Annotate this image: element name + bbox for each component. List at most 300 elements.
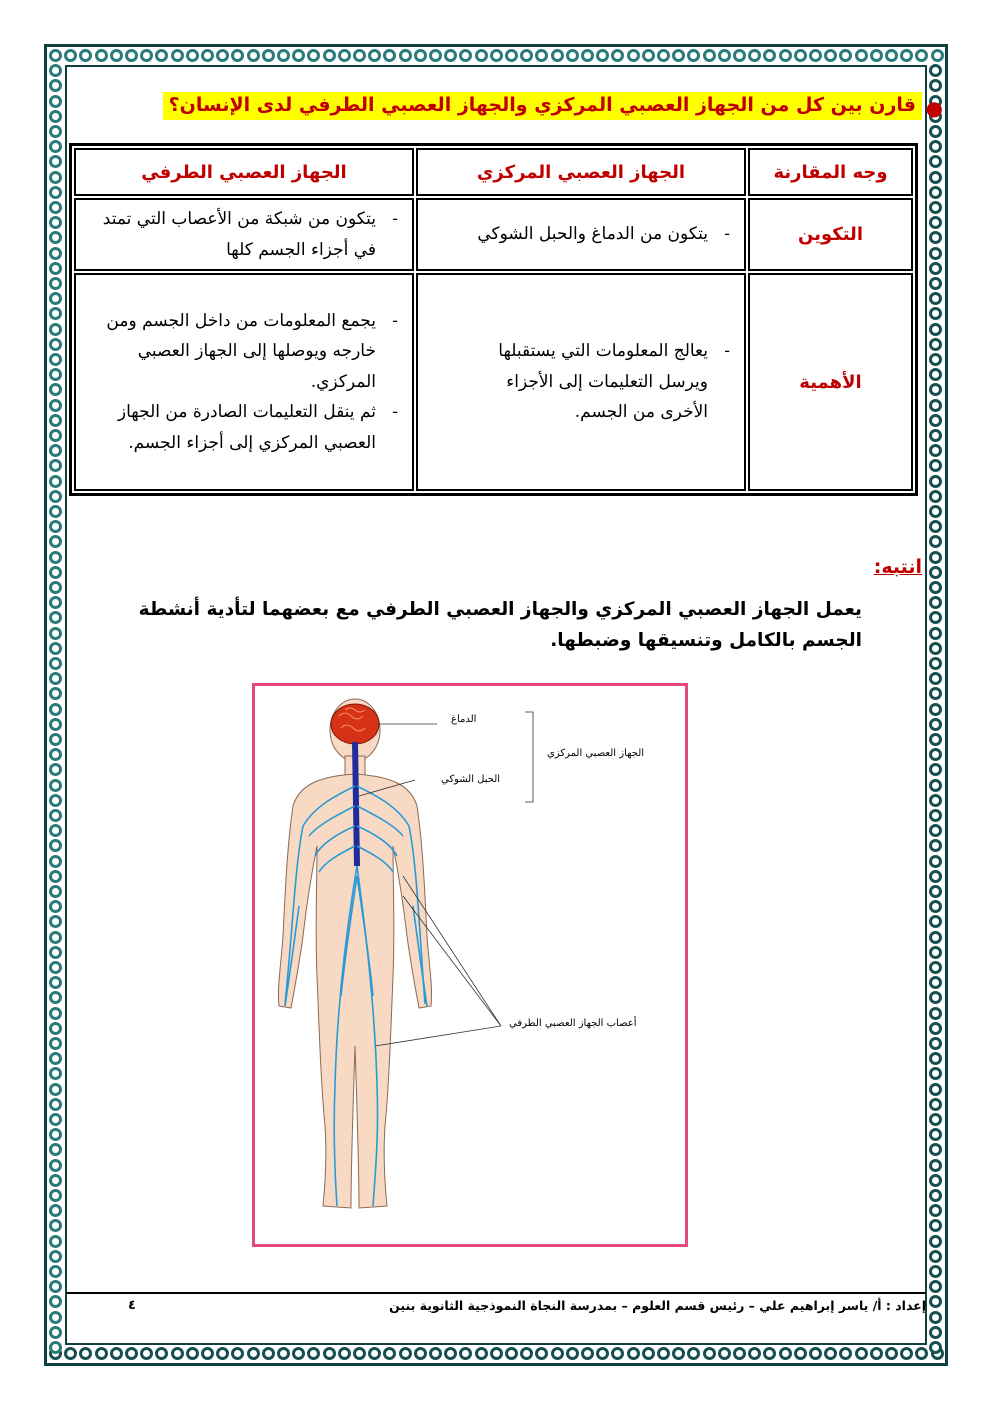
- border-ornament: [49, 824, 62, 837]
- border-ornament: [929, 1250, 942, 1263]
- border-ornament: [49, 353, 62, 366]
- border-ornament: [929, 1083, 942, 1096]
- border-ornament: [929, 1159, 942, 1172]
- border-ornament: [520, 49, 533, 62]
- border-ornament: [929, 672, 942, 685]
- border-ornament: [929, 718, 942, 731]
- border-ornament: [763, 49, 776, 62]
- row-aspect: التكوين: [748, 198, 913, 271]
- border-ornament: [353, 1347, 366, 1360]
- page-number: ٤: [128, 1298, 136, 1313]
- border-ornament: [929, 1189, 942, 1202]
- border-ornament: [49, 1265, 62, 1278]
- border-ornament: [763, 1347, 776, 1360]
- border-ornament: [929, 125, 942, 138]
- border-ornament: [900, 49, 913, 62]
- border-ornament: [929, 231, 942, 244]
- border-ornament: [171, 49, 184, 62]
- border-ornament: [49, 505, 62, 518]
- border-ornament: [49, 140, 62, 153]
- border-ornament: [931, 49, 944, 62]
- border-ornament: [929, 885, 942, 898]
- header-aspect: وجه المقارنة: [748, 148, 913, 196]
- border-ornament: [49, 976, 62, 989]
- border-ornament: [929, 733, 942, 746]
- cell-item: - يتكون من الدماغ والحبل الشوكي: [426, 219, 708, 250]
- border-ornament: [49, 171, 62, 184]
- border-ornament: [49, 566, 62, 579]
- border-ornament: [292, 1347, 305, 1360]
- border-ornament: [49, 338, 62, 351]
- label-cns: الجهاز العصبي المركزي: [547, 748, 645, 759]
- border-ornament: [171, 1347, 184, 1360]
- border-ornament: [703, 49, 716, 62]
- bullet-icon: ●: [925, 96, 943, 120]
- border-ornament: [794, 1347, 807, 1360]
- peripheral-cell: [74, 198, 414, 271]
- border-ornament: [475, 1347, 488, 1360]
- border-ornament: [929, 1007, 942, 1020]
- border-ornament: [929, 1341, 942, 1354]
- border-ornament: [231, 49, 244, 62]
- border-ornament: [49, 1007, 62, 1020]
- border-ornament: [929, 931, 942, 944]
- border-ornament: [353, 49, 366, 62]
- border-ornament: [900, 1347, 913, 1360]
- border-ornament: [49, 687, 62, 700]
- border-ornament: [64, 1347, 77, 1360]
- border-ornament: [49, 627, 62, 640]
- border-ornament: [262, 1347, 275, 1360]
- border-ornament: [929, 307, 942, 320]
- border-ornament: [929, 1219, 942, 1232]
- border-ornament: [687, 1347, 700, 1360]
- border-ornament: [490, 49, 503, 62]
- border-ornament: [110, 1347, 123, 1360]
- border-ornament: [490, 1347, 503, 1360]
- label-brain: الدماغ: [451, 714, 477, 725]
- border-ornament: [277, 49, 290, 62]
- border-ornament: [49, 49, 62, 62]
- border-ornament: [642, 49, 655, 62]
- border-ornament: [231, 1347, 244, 1360]
- border-ornament: [49, 1326, 62, 1339]
- border-ornament: [49, 535, 62, 548]
- border-ornament: [64, 49, 77, 62]
- border-ornament: [79, 49, 92, 62]
- table-row: [74, 273, 913, 491]
- border-ornament: [929, 1280, 942, 1293]
- border-ornament: [687, 49, 700, 62]
- border-ornament: [79, 1347, 92, 1360]
- note-text: يعمل الجهاز العصبي المركزي والجهاز العصبي الطرفي مع بعضهما لتأدية أنشطة الجسم بالكامل وتنسيقها وضبطها.: [138, 599, 862, 652]
- border-ornament: [262, 49, 275, 62]
- border-ornament: [49, 1022, 62, 1035]
- border-ornament: [581, 1347, 594, 1360]
- border-ornament: [566, 49, 579, 62]
- border-ornament: [929, 1204, 942, 1217]
- border-ornament: [49, 672, 62, 685]
- table-row: [74, 198, 913, 271]
- border-ornament: [125, 49, 138, 62]
- border-ornament: [444, 1347, 457, 1360]
- border-ornament: [929, 520, 942, 533]
- border-ornament: [929, 1143, 942, 1156]
- central-cell: [416, 273, 746, 491]
- border-ornament: [49, 809, 62, 822]
- border-ornament: [307, 1347, 320, 1360]
- border-ornament: [49, 520, 62, 533]
- border-ornament: [718, 49, 731, 62]
- border-ornament: [596, 49, 609, 62]
- border-ornament: [915, 49, 928, 62]
- border-ornament: [49, 201, 62, 214]
- border-ornament: [49, 247, 62, 260]
- border-ornament: [929, 779, 942, 792]
- border-ornament: [929, 596, 942, 609]
- border-ornament: [929, 353, 942, 366]
- border-ornament: [929, 535, 942, 548]
- border-ornament: [596, 1347, 609, 1360]
- header-central: الجهاز العصبي المركزي: [416, 148, 746, 196]
- central-cell: [416, 198, 746, 271]
- border-ornament: [49, 946, 62, 959]
- border-ornament: [49, 95, 62, 108]
- border-ornament: [49, 444, 62, 457]
- border-ornament: [49, 262, 62, 275]
- border-ornament: [870, 1347, 883, 1360]
- border-ornament: [672, 49, 685, 62]
- border-ornament: [929, 1052, 942, 1065]
- border-ornament: [49, 1128, 62, 1141]
- border-ornament: [49, 611, 62, 624]
- border-ornament: [733, 49, 746, 62]
- border-ornament: [125, 1347, 138, 1360]
- border-ornament: [49, 1037, 62, 1050]
- cell-item: - يتكون من شبكة من الأعصاب التي تمتد في أجزاء الجسم كلها: [84, 204, 376, 265]
- border-ornament: [929, 444, 942, 457]
- border-ornament: [929, 414, 942, 427]
- border-ornament: [929, 140, 942, 153]
- border-ornament: [809, 1347, 822, 1360]
- border-ornament: [929, 748, 942, 761]
- border-ornament: [323, 1347, 336, 1360]
- border-ornament: [49, 307, 62, 320]
- border-ornament: [929, 338, 942, 351]
- border-ornament: [929, 475, 942, 488]
- border-ornament: [49, 475, 62, 488]
- border-ornament: [95, 1347, 108, 1360]
- border-ornament: [49, 733, 62, 746]
- border-ornament: [929, 201, 942, 214]
- border-ornament: [49, 718, 62, 731]
- border-ornament: [49, 870, 62, 883]
- border-ornament: [49, 1174, 62, 1187]
- border-ornament: [915, 1347, 928, 1360]
- border-ornament: [399, 1347, 412, 1360]
- border-ornament: [49, 855, 62, 868]
- border-ornament: [49, 490, 62, 503]
- border-ornament: [338, 1347, 351, 1360]
- border-ornament: [929, 976, 942, 989]
- border-ornament: [535, 1347, 548, 1360]
- border-ornament: [49, 1143, 62, 1156]
- border-ornament: [49, 399, 62, 412]
- border-ornament: [929, 171, 942, 184]
- border-ornament: [49, 277, 62, 290]
- border-ornament: [672, 1347, 685, 1360]
- border-ornament: [49, 1219, 62, 1232]
- border-ornament: [95, 49, 108, 62]
- border-ornament: [855, 49, 868, 62]
- border-ornament: [611, 49, 624, 62]
- border-ornament: [459, 49, 472, 62]
- border-ornament: [929, 368, 942, 381]
- border-ornament: [657, 49, 670, 62]
- border-ornament: [551, 49, 564, 62]
- border-ornament: [49, 794, 62, 807]
- border-ornament: [49, 110, 62, 123]
- border-ornament: [824, 1347, 837, 1360]
- border-ornament: [49, 186, 62, 199]
- border-ornament: [383, 49, 396, 62]
- border-ornament: [110, 49, 123, 62]
- border-ornament: [49, 581, 62, 594]
- border-ornament: [216, 49, 229, 62]
- border-ornament: [581, 49, 594, 62]
- border-ornament: [292, 49, 305, 62]
- question-heading: قارن بين كل من الجهاز العصبي المركزي والجهاز العصبي الطرفي لدى الإنسان؟: [163, 92, 922, 120]
- border-ornament: [870, 49, 883, 62]
- border-ornament: [368, 49, 381, 62]
- border-ornament: [49, 79, 62, 92]
- border-ornament: [49, 216, 62, 229]
- border-ornament: [49, 1052, 62, 1065]
- border-ornament: [855, 1347, 868, 1360]
- border-ornament: [399, 49, 412, 62]
- border-ornament: [429, 49, 442, 62]
- border-ornament: [49, 383, 62, 396]
- border-ornament: [718, 1347, 731, 1360]
- border-ornament: [49, 931, 62, 944]
- border-ornament: [247, 49, 260, 62]
- border-ornament: [201, 49, 214, 62]
- border-ornament: [155, 1347, 168, 1360]
- border-ornament: [929, 323, 942, 336]
- border-ornament: [929, 627, 942, 640]
- border-ornament: [216, 1347, 229, 1360]
- border-ornament: [929, 64, 942, 77]
- border-ornament: [929, 277, 942, 290]
- nervous-system-figure: [252, 683, 688, 1247]
- border-ornament: [929, 79, 942, 92]
- border-ornament: [779, 1347, 792, 1360]
- border-ornament: [49, 1295, 62, 1308]
- border-ornament: [929, 946, 942, 959]
- border-ornament: [929, 703, 942, 716]
- border-ornament: [49, 1235, 62, 1248]
- label-pns: أعصاب الجهاز العصبي الطرفي: [509, 1018, 637, 1029]
- border-ornament: [929, 642, 942, 655]
- cell-item: - يجمع المعلومات من داخل الجسم ومن خارجه ويوصلها إلى الجهاز العصبي المركزي.: [84, 306, 376, 398]
- border-ornament: [779, 49, 792, 62]
- border-ornament: [929, 809, 942, 822]
- border-ornament: [929, 490, 942, 503]
- border-ornament: [929, 1098, 942, 1111]
- border-ornament: [49, 551, 62, 564]
- border-ornament: [49, 323, 62, 336]
- border-ornament: [929, 292, 942, 305]
- border-ornament: [929, 1235, 942, 1248]
- border-ornament: [368, 1347, 381, 1360]
- border-ornament: [49, 1341, 62, 1354]
- border-ornament: [338, 49, 351, 62]
- header-peripheral: الجهاز العصبي الطرفي: [74, 148, 414, 196]
- border-ornament: [929, 505, 942, 518]
- border-ornament: [748, 1347, 761, 1360]
- border-ornament: [155, 49, 168, 62]
- border-ornament: [414, 49, 427, 62]
- border-ornament: [657, 1347, 670, 1360]
- border-ornament: [247, 1347, 260, 1360]
- border-ornament: [307, 49, 320, 62]
- border-ornament: [794, 49, 807, 62]
- footer-credit: إعداد : أ/ ياسر إبراهيم علي – رئيس قسم العلوم – بمدرسة النجاة النموذجية الثانوية بنين: [389, 1298, 926, 1313]
- row-aspect: الأهمية: [748, 273, 913, 491]
- border-ornament: [929, 763, 942, 776]
- border-ornament: [929, 794, 942, 807]
- cell-item: - يعالج المعلومات التي يستقبلها ويرسل التعليمات إلى الأجزاء الأخرى من الجسم.: [456, 336, 708, 428]
- border-ornament: [140, 49, 153, 62]
- border-ornament: [839, 49, 852, 62]
- border-ornament: [49, 292, 62, 305]
- border-ornament: [277, 1347, 290, 1360]
- border-ornament: [929, 1022, 942, 1035]
- border-ornament: [49, 414, 62, 427]
- border-ornament: [929, 870, 942, 883]
- border-ornament: [748, 49, 761, 62]
- nervous-system-illustration: [255, 686, 685, 1244]
- border-ornament: [929, 961, 942, 974]
- border-ornament: [551, 1347, 564, 1360]
- border-ornament: [505, 1347, 518, 1360]
- border-ornament: [49, 748, 62, 761]
- border-ornament: [140, 1347, 153, 1360]
- border-ornament: [929, 383, 942, 396]
- border-ornament: [383, 1347, 396, 1360]
- border-ornament: [49, 429, 62, 442]
- border-ornament: [929, 155, 942, 168]
- border-ornament: [49, 885, 62, 898]
- border-ornament: [49, 1098, 62, 1111]
- border-ornament: [929, 839, 942, 852]
- border-ornament: [49, 991, 62, 1004]
- border-ornament: [929, 399, 942, 412]
- border-ornament: [201, 1347, 214, 1360]
- cell-item: - ثم ينقل التعليمات الصادرة من الجهاز العصبي المركزي إلى أجزاء الجسم.: [84, 397, 376, 458]
- border-ornament: [929, 429, 942, 442]
- border-ornament: [809, 49, 822, 62]
- peripheral-cell: [74, 273, 414, 491]
- border-ornament: [49, 1311, 62, 1324]
- border-ornament: [186, 1347, 199, 1360]
- border-ornament: [929, 262, 942, 275]
- border-ornament: [929, 915, 942, 928]
- comparison-table: [69, 143, 918, 496]
- border-ornament: [49, 459, 62, 472]
- border-ornament: [49, 961, 62, 974]
- border-ornament: [49, 1204, 62, 1217]
- border-ornament: [535, 49, 548, 62]
- border-ornament: [929, 1067, 942, 1080]
- border-ornament: [929, 581, 942, 594]
- border-ornament: [459, 1347, 472, 1360]
- border-ornament: [929, 611, 942, 624]
- border-ornament: [49, 1250, 62, 1263]
- border-ornament: [49, 763, 62, 776]
- border-ornament: [703, 1347, 716, 1360]
- border-ornament: [429, 1347, 442, 1360]
- border-ornament: [444, 49, 457, 62]
- border-ornament: [49, 657, 62, 670]
- border-ornament: [885, 1347, 898, 1360]
- border-ornament: [49, 1083, 62, 1096]
- border-ornament: [475, 49, 488, 62]
- border-ornament: [520, 1347, 533, 1360]
- border-ornament: [642, 1347, 655, 1360]
- border-ornament: [49, 596, 62, 609]
- border-ornament: [929, 991, 942, 1004]
- border-ornament: [929, 900, 942, 913]
- border-ornament: [929, 186, 942, 199]
- label-spinal-cord: الحبل الشوكي: [441, 774, 501, 785]
- border-ornament: [929, 824, 942, 837]
- border-ornament: [49, 779, 62, 792]
- border-ornament: [611, 1347, 624, 1360]
- border-ornament: [824, 49, 837, 62]
- border-ornament: [49, 1113, 62, 1126]
- border-ornament: [49, 1280, 62, 1293]
- border-ornament: [929, 247, 942, 260]
- border-ornament: [49, 900, 62, 913]
- border-ornament: [929, 1113, 942, 1126]
- border-ornament: [49, 1067, 62, 1080]
- footer-divider: [66, 1292, 926, 1294]
- border-ornament: [929, 1311, 942, 1324]
- border-ornament: [929, 1326, 942, 1339]
- border-ornament: [929, 566, 942, 579]
- border-ornament: [627, 49, 640, 62]
- border-ornament: [505, 49, 518, 62]
- border-ornament: [929, 855, 942, 868]
- border-ornament: [929, 1174, 942, 1187]
- border-ornament: [414, 1347, 427, 1360]
- border-ornament: [627, 1347, 640, 1360]
- border-ornament: [929, 687, 942, 700]
- border-ornament: [49, 839, 62, 852]
- border-ornament: [566, 1347, 579, 1360]
- border-ornament: [49, 231, 62, 244]
- border-ornament: [49, 155, 62, 168]
- border-ornament: [186, 49, 199, 62]
- border-ornament: [49, 64, 62, 77]
- border-ornament: [929, 551, 942, 564]
- border-ornament: [49, 642, 62, 655]
- border-ornament: [49, 915, 62, 928]
- border-ornament: [929, 1265, 942, 1278]
- border-ornament: [323, 49, 336, 62]
- note-title: انتبه:: [873, 556, 922, 578]
